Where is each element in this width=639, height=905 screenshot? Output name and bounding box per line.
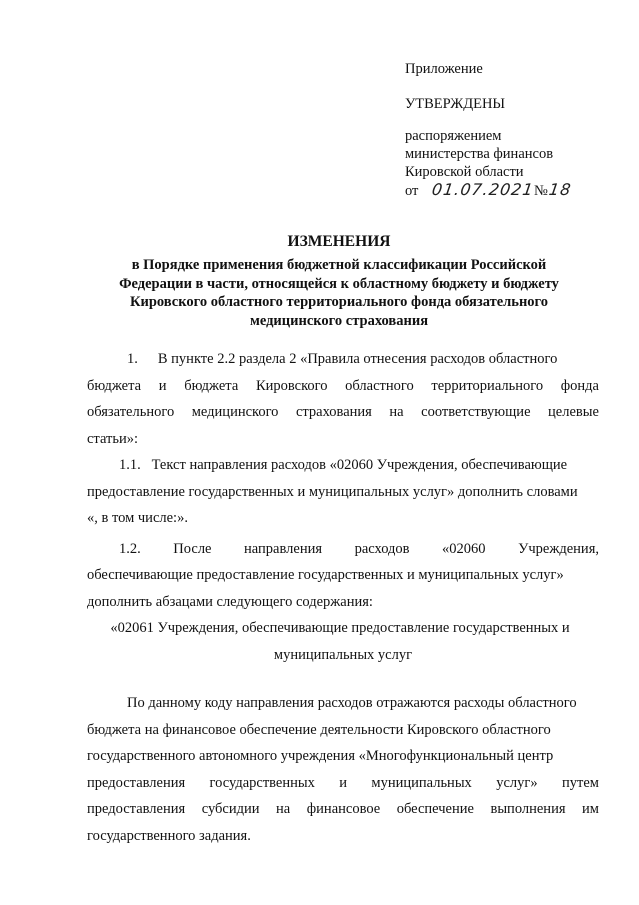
p2-line-2: бюджета на финансовое обеспечение деятельности Кировского областного [87, 721, 551, 738]
word: бюджета [184, 377, 239, 394]
word: областного [345, 377, 414, 394]
title-line-3: Кировского областного территориального фонда обязательного [129, 294, 549, 310]
number-label: № [534, 183, 548, 199]
p2-line-4 [87, 770, 599, 797]
p2-line-6: государственного задания. [87, 827, 251, 844]
p12-line-1 [87, 536, 599, 563]
word: муниципальных [371, 774, 472, 791]
p2-line-3: государственного автономного учреждения «Многофункциональный центр [87, 748, 554, 764]
approved-label: УТВЕРЖДЕНЫ [405, 96, 506, 112]
title-line-4: медицинского страхования [249, 312, 429, 329]
title-line-1: в Порядке применения бюджетной классификации Российской [131, 257, 547, 273]
word: на [389, 404, 404, 420]
p12-line-3: дополнить абзацами следующего содержания: [87, 593, 373, 610]
word: территориального [431, 377, 544, 394]
p2-line-5 [87, 796, 599, 823]
word: им [582, 801, 599, 817]
word: предоставления [87, 774, 186, 791]
word: предоставления [87, 801, 186, 817]
appendix-label: Приложение [405, 61, 483, 77]
word: и [158, 377, 167, 394]
word: направления [244, 540, 323, 557]
word: услуг» [496, 774, 538, 791]
word: обеспечение [396, 801, 474, 817]
p2-line-1: По данному коду направления расходов отражаются расходы областного [127, 695, 577, 711]
word: финансовое [306, 801, 381, 817]
approval-date-number-line [405, 181, 625, 200]
approval-block [405, 60, 625, 200]
p11-line-2: предоставление государственных и муниципальных услуг» дополнить словами [87, 483, 578, 500]
p11-line-1: 1.1. Текст направления расходов «02060 Учреждения, обеспечивающие [119, 457, 568, 473]
p11-line-3: «, в том числе:». [87, 510, 188, 526]
word: Кировского [255, 377, 328, 394]
p1-number: 1. [127, 351, 138, 367]
p1-line-2 [87, 373, 599, 400]
title-heading: ИЗМЕНЕНИЯ [287, 233, 391, 250]
p1-line-1 [87, 346, 599, 373]
word: субсидии [201, 801, 260, 817]
document-body [87, 346, 599, 849]
word: путем [561, 774, 599, 791]
word: обязательного [87, 404, 175, 420]
handwritten-number: 18 [547, 180, 573, 199]
quote-line-2: муниципальных услуг [273, 646, 413, 663]
word: «02060 [442, 540, 486, 557]
word: После [173, 540, 212, 557]
p1-line-3 [87, 399, 599, 426]
approval-authority-line1: распоряжением [405, 128, 502, 144]
word: бюджета [87, 377, 142, 394]
handwritten-date: 01.07.2021 [431, 180, 536, 199]
word: целевые [548, 404, 599, 420]
approval-authority-line2: министерства финансов [405, 146, 554, 162]
p12-line-2: обеспечивающие предоставление государственных и муниципальных услуг» [87, 567, 564, 583]
document-title [100, 232, 578, 330]
word: расходов [354, 540, 410, 557]
p1-line-1-text: В пункте 2.2 раздела 2 «Правила отнесения расходов областного [157, 351, 558, 367]
word: на [276, 801, 291, 817]
word: выполнения [490, 801, 566, 817]
word: 1.2. [119, 540, 141, 557]
word: страхования [295, 404, 372, 420]
word: соответствующие [421, 404, 531, 420]
word: государственных [209, 774, 315, 791]
word: и [339, 774, 348, 791]
quote-line-1: «02061 Учреждения, обеспечивающие предоставление государственных и [110, 620, 570, 636]
word: фонда [560, 377, 599, 394]
word: медицинского [191, 404, 279, 420]
title-line-2: Федерации в части, относящейся к областному бюджету и бюджету [119, 275, 559, 292]
word: Учреждения, [518, 540, 599, 557]
approval-authority-line3: Кировской области [405, 164, 524, 180]
from-label: от [405, 183, 419, 199]
p1-line-4: статьи»: [87, 430, 138, 447]
